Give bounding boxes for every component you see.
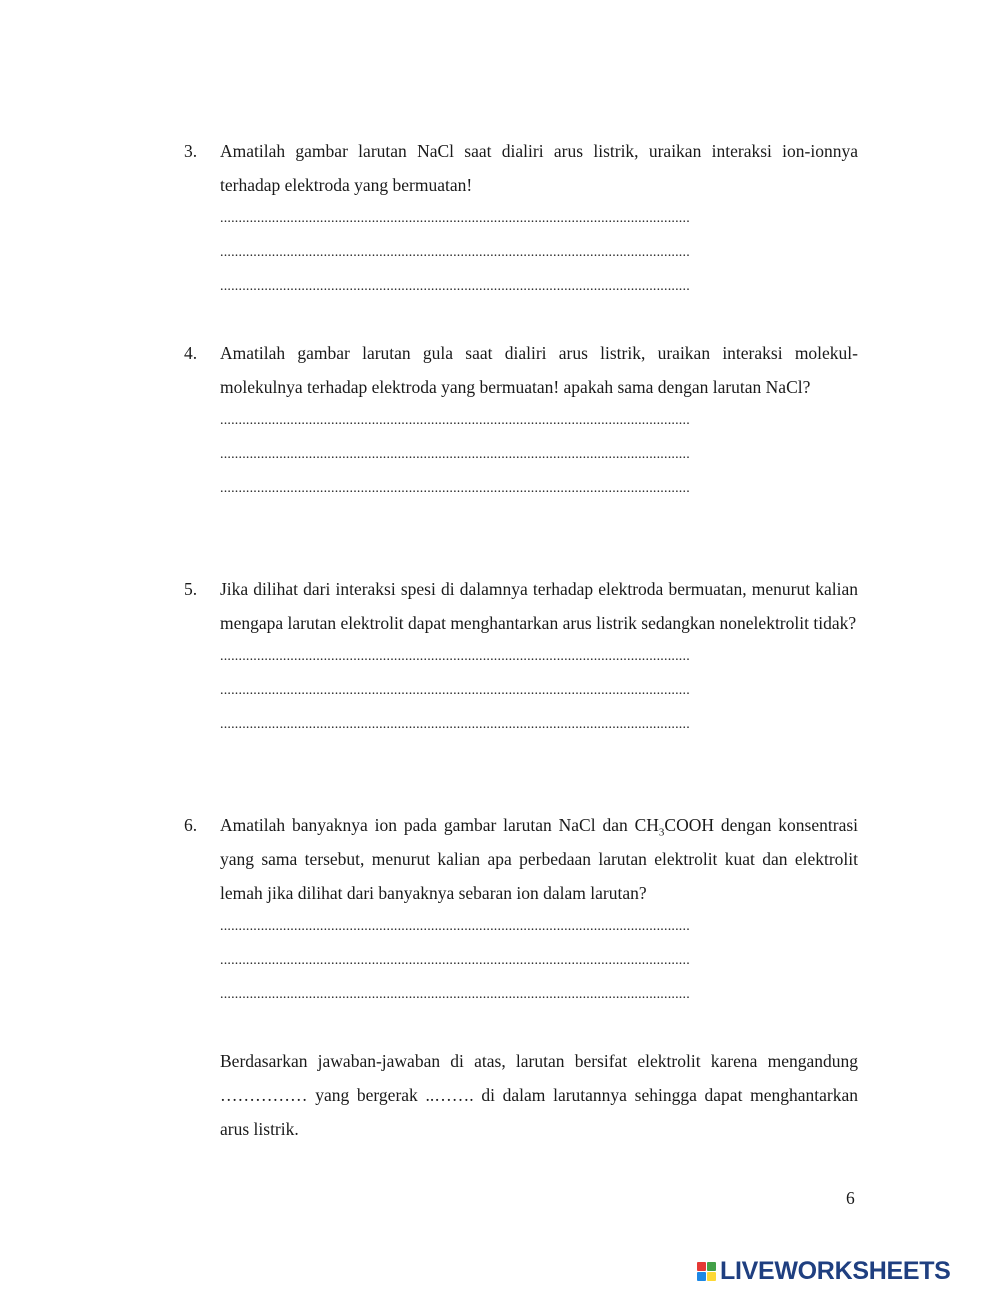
question-text-part: COOH dengan konsentrasi yang sama tersebut, menurut kalian apa perbedaan larutan elektrolit kuat dan elektrolit lemah jika dilihat dari banyaknya sebaran ion dalam larutan? [220, 815, 859, 903]
answer-line[interactable]: ............................................................................................................................... [220, 245, 690, 260]
page-number: 6 [846, 1188, 855, 1208]
conclusion-text: yang bergerak [307, 1085, 426, 1105]
question-text-part: Amatilah banyaknya ion pada gambar larutan NaCl dan CH [220, 815, 659, 835]
question-number: 4. [184, 343, 198, 363]
question-text: Amatilah gambar larutan NaCl saat dialiri arus listrik, uraikan interaksi ion-ionnya terhadap elektroda yang bermuatan! [220, 141, 858, 195]
logo-square [697, 1272, 706, 1281]
answer-line[interactable]: ............................................................................................................................... [220, 413, 690, 428]
question-number: 5. [184, 579, 198, 599]
question-number: 3. [184, 141, 198, 161]
watermark-text: LIVEWORKSHEETS [720, 1256, 951, 1285]
conclusion-paragraph [220, 1044, 858, 1146]
question-4 [184, 336, 858, 506]
question-text: Amatilah gambar larutan gula saat dialiri arus listrik, uraikan interaksi molekul-molekulnya terhadap elektroda yang bermuatan! apakah sama dengan larutan NaCl? [220, 343, 858, 397]
question-text [220, 808, 858, 910]
conclusion-blank-1[interactable]: …………… [220, 1085, 308, 1105]
answer-line[interactable]: ............................................................................................................................... [220, 649, 690, 664]
chemical-subscript: 3 [658, 826, 665, 839]
question-6 [184, 808, 858, 1012]
liveworksheets-logo-icon [697, 1262, 716, 1281]
question-number: 6. [184, 815, 198, 835]
question-3 [184, 134, 858, 304]
answer-line[interactable]: ............................................................................................................................... [220, 919, 690, 934]
answer-line[interactable]: ............................................................................................................................... [220, 717, 690, 732]
conclusion-blank-2[interactable]: ..……. [425, 1085, 474, 1105]
logo-square [707, 1262, 716, 1271]
answer-line[interactable]: ............................................................................................................................... [220, 987, 690, 1002]
answer-line[interactable]: ............................................................................................................................... [220, 683, 690, 698]
logo-square [697, 1262, 706, 1271]
answer-line[interactable]: ............................................................................................................................... [220, 481, 690, 496]
answer-line[interactable]: ............................................................................................................................... [220, 211, 690, 226]
question-text: Jika dilihat dari interaksi spesi di dalamnya terhadap elektroda bermuatan, menurut kalian mengapa larutan elektrolit dapat menghantarkan arus listrik sedangkan nonelektrolit tidak? [220, 579, 858, 633]
conclusion-text: di dalam larutannya sehingga dapat menghantarkan arus listrik. [220, 1085, 858, 1139]
liveworksheets-watermark [697, 1256, 951, 1286]
answer-line[interactable]: ............................................................................................................................... [220, 279, 690, 294]
logo-square [707, 1272, 716, 1281]
conclusion-text: Berdasarkan jawaban-jawaban di atas, larutan bersifat elektrolit karena mengandung [220, 1051, 858, 1071]
question-5 [184, 572, 858, 742]
answer-line[interactable]: ............................................................................................................................... [220, 447, 690, 462]
answer-line[interactable]: ............................................................................................................................... [220, 953, 690, 968]
